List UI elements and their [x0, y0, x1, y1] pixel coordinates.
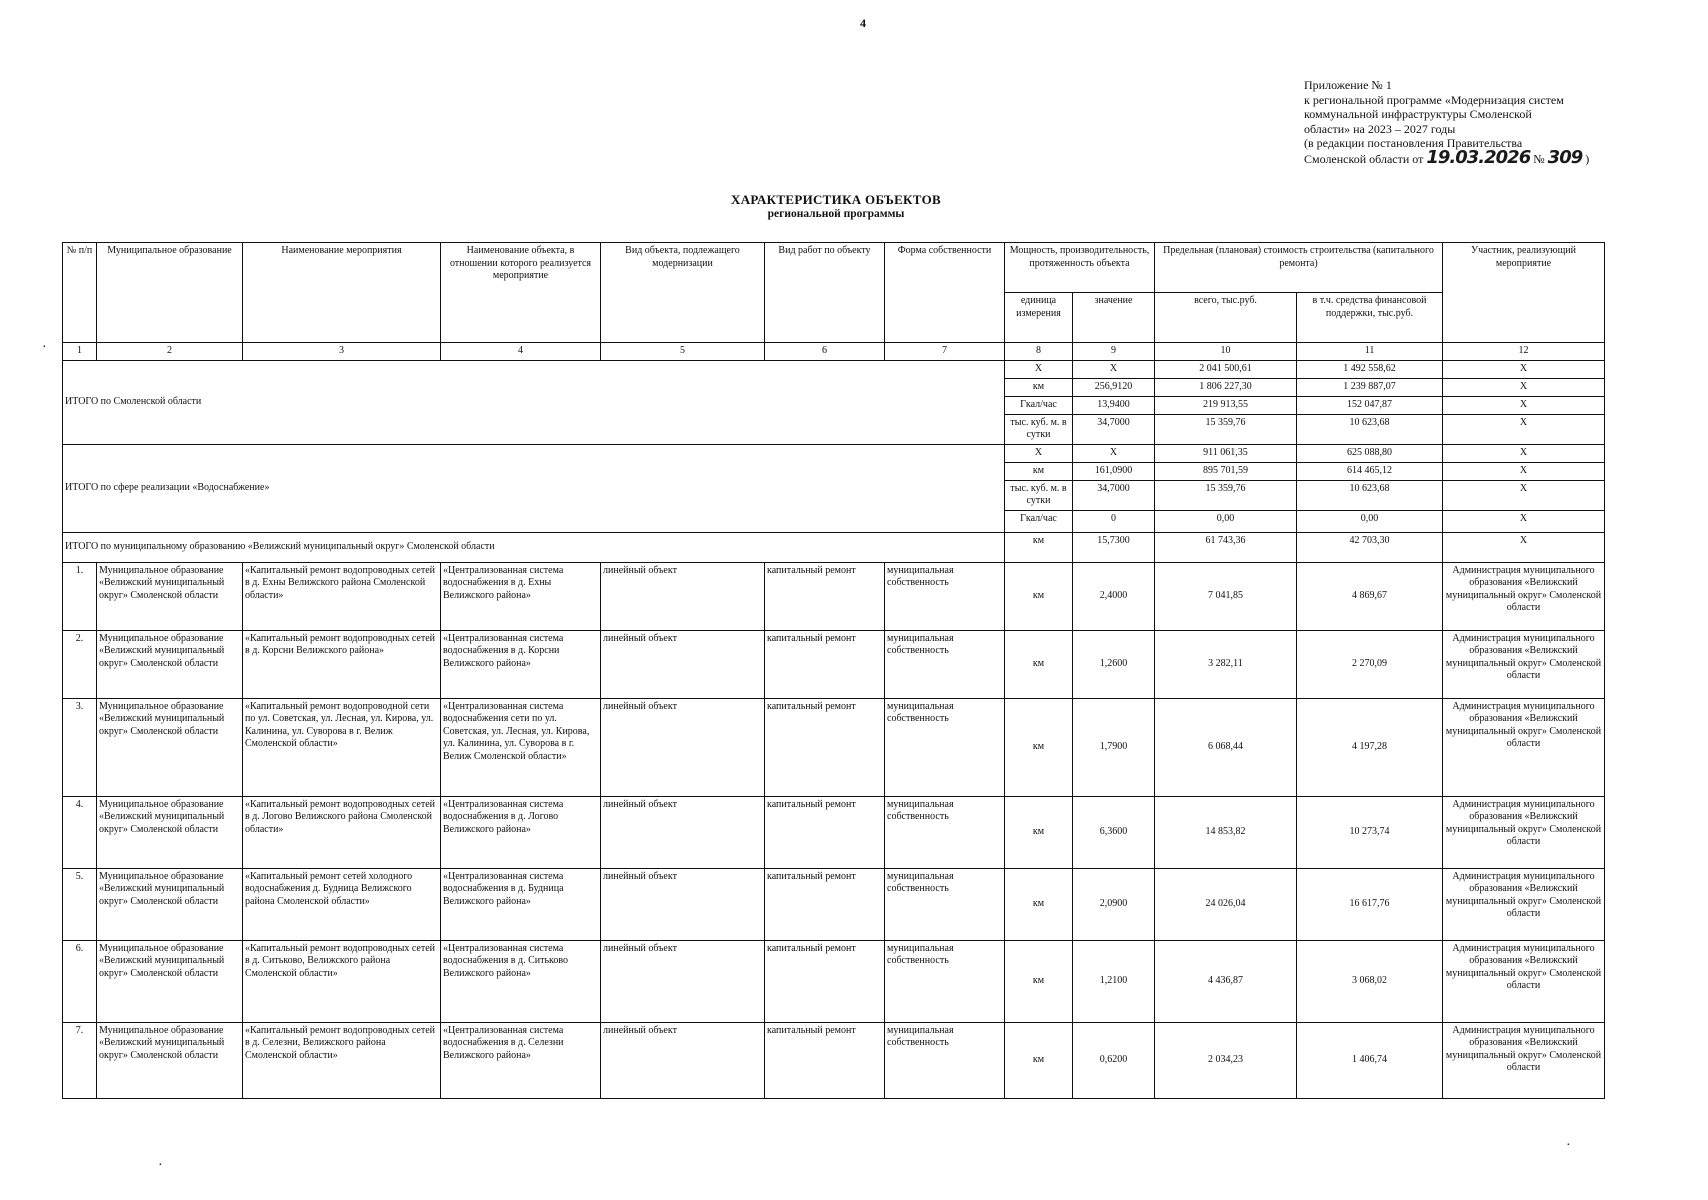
row-participant: Администрация муниципального образования «Велижский муниципальный округ» Смоленской области: [1443, 940, 1605, 1022]
appendix-line: области» на 2023 – 2027 годы: [1304, 121, 1456, 136]
row-participant: Администрация муниципального образования «Велижский муниципальный округ» Смоленской области: [1443, 630, 1605, 698]
header-support: в т.ч. средства финансовой поддержки, тыс.руб.: [1297, 293, 1443, 343]
row-measure: «Капитальный ремонт водопроводных сетей в д. Логово Велижского района Смоленской области»: [243, 796, 441, 868]
appendix-line: коммунальной инфраструктуры Смоленской: [1304, 107, 1532, 121]
row-object: «Централизованная система водоснабжения в д. Логово Велижского района»: [441, 796, 601, 868]
summary-unit: Гкал/час: [1005, 396, 1073, 414]
row-object-type: линейный объект: [601, 868, 765, 940]
appendix-prefix: Смоленской области от: [1304, 151, 1424, 166]
header-num: № п/п: [63, 243, 97, 343]
row-work-type: капитальный ремонт: [765, 630, 885, 698]
row-total: 7 041,85: [1155, 562, 1297, 630]
row-unit: км: [1005, 698, 1073, 796]
row-total: 3 282,11: [1155, 630, 1297, 698]
document-title: [640, 192, 1032, 220]
row-work-type: капитальный ремонт: [765, 562, 885, 630]
row-object: «Централизованная система водоснабжения в д. Ситьково Велижского района»: [441, 940, 601, 1022]
title-line-2: региональной программы: [767, 208, 905, 220]
handwritten-number: 309: [1547, 146, 1583, 168]
row-value: 1,7900: [1073, 698, 1155, 796]
row-total: 14 853,82: [1155, 796, 1297, 868]
row-measure: «Капитальный ремонт водопроводных сетей в д. Ситьково, Велижского района Смоленской области»: [243, 940, 441, 1022]
row-value: 1,2100: [1073, 940, 1155, 1022]
row-support: 4 197,28: [1297, 698, 1443, 796]
summary-value: 161,0900: [1073, 462, 1155, 480]
summary-unit: Х: [1005, 360, 1073, 378]
row-object: «Централизованная система водоснабжения в д. Корсни Велижского района»: [441, 630, 601, 698]
appendix-line: Приложение № 1: [1304, 78, 1392, 92]
summary-participant: Х: [1443, 396, 1605, 414]
row-participant: Администрация муниципального образования «Велижский муниципальный округ» Смоленской области: [1443, 1022, 1605, 1098]
row-object-type: линейный объект: [601, 796, 765, 868]
row-municipality: Муниципальное образование «Велижский муниципальный округ» Смоленской области: [97, 868, 243, 940]
summary-unit: тыс. куб. м. в сутки: [1005, 480, 1073, 510]
table-row: [63, 698, 1605, 796]
summary-total: 2 041 500,61: [1155, 360, 1297, 378]
row-num: 2.: [63, 630, 97, 698]
row-object: «Централизованная система водоснабжения сети по ул. Советская, ул. Лесная, ул. Кирова, ул. Калинина, ул. Суворова в г. Велиж Смоленской области»: [441, 698, 601, 796]
row-municipality: Муниципальное образование «Велижский муниципальный округ» Смоленской области: [97, 1022, 243, 1098]
table-row: [63, 868, 1605, 940]
summary-unit: км: [1005, 378, 1073, 396]
appendix-note: [1304, 78, 1604, 166]
row-object: «Централизованная система водоснабжения в д. Будница Велижского района»: [441, 868, 601, 940]
row-support: 3 068,02: [1297, 940, 1443, 1022]
column-number: 4: [441, 343, 601, 361]
header-work-type: Вид работ по объекту: [765, 243, 885, 343]
summary-support: 152 047,87: [1297, 396, 1443, 414]
header-cost: Предельная (плановая) стоимость строительства (капитального ремонта): [1155, 243, 1443, 293]
summary-total: 895 701,59: [1155, 462, 1297, 480]
summary-participant: Х: [1443, 510, 1605, 532]
row-value: 6,3600: [1073, 796, 1155, 868]
row-object: «Централизованная система водоснабжения в д. Селезни Велижского района»: [441, 1022, 601, 1098]
row-unit: км: [1005, 562, 1073, 630]
summary-participant: Х: [1443, 360, 1605, 378]
row-support: 16 617,76: [1297, 868, 1443, 940]
header-object-name: Наименование объекта, в отношении которого реализуется мероприятие: [441, 243, 601, 343]
row-unit: км: [1005, 1022, 1073, 1098]
column-number: 2: [97, 343, 243, 361]
row-measure: «Капитальный ремонт водопроводных сетей в д. Корсни Велижского района»: [243, 630, 441, 698]
summary-value: 34,7000: [1073, 414, 1155, 444]
header-value: значение: [1073, 293, 1155, 343]
row-participant: Администрация муниципального образования «Велижский муниципальный округ» Смоленской области: [1443, 562, 1605, 630]
row-ownership: муниципальная собственность: [885, 868, 1005, 940]
summary-value: 0: [1073, 510, 1155, 532]
table-row: [63, 940, 1605, 1022]
summary-value: Х: [1073, 360, 1155, 378]
objects-table: [62, 242, 1605, 1099]
row-work-type: капитальный ремонт: [765, 698, 885, 796]
summary-support: 614 465,12: [1297, 462, 1443, 480]
row-municipality: Муниципальное образование «Велижский муниципальный округ» Смоленской области: [97, 796, 243, 868]
column-number: 7: [885, 343, 1005, 361]
column-number: 6: [765, 343, 885, 361]
column-number: 3: [243, 343, 441, 361]
row-total: 24 026,04: [1155, 868, 1297, 940]
header-participant: Участник, реализующий мероприятие: [1443, 243, 1605, 343]
row-measure: «Капитальный ремонт сетей холодного водоснабжения д. Будница Велижского района Смоленской области»: [243, 868, 441, 940]
row-object-type: линейный объект: [601, 940, 765, 1022]
summary-value: 15,7300: [1073, 532, 1155, 562]
row-municipality: Муниципальное образование «Велижский муниципальный округ» Смоленской области: [97, 562, 243, 630]
summary-total: 15 359,76: [1155, 414, 1297, 444]
summary-participant: Х: [1443, 444, 1605, 462]
row-support: 10 273,74: [1297, 796, 1443, 868]
row-work-type: капитальный ремонт: [765, 1022, 885, 1098]
column-number: 8: [1005, 343, 1073, 361]
column-number: 10: [1155, 343, 1297, 361]
page-number: 4: [860, 16, 866, 30]
row-participant: Администрация муниципального образования «Велижский муниципальный округ» Смоленской области: [1443, 868, 1605, 940]
summary-support: 42 703,30: [1297, 532, 1443, 562]
summary-support: 625 088,80: [1297, 444, 1443, 462]
summary-support: 0,00: [1297, 510, 1443, 532]
row-support: 1 406,74: [1297, 1022, 1443, 1098]
summary-support: 1 239 887,07: [1297, 378, 1443, 396]
summary-support: 10 623,68: [1297, 414, 1443, 444]
row-value: 1,2600: [1073, 630, 1155, 698]
row-num: 3.: [63, 698, 97, 796]
summary-region-label: ИТОГО по Смоленской области: [63, 360, 1005, 444]
summary-total: 1 806 227,30: [1155, 378, 1297, 396]
row-ownership: муниципальная собственность: [885, 698, 1005, 796]
header-unit: единица измерения: [1005, 293, 1073, 343]
row-work-type: капитальный ремонт: [765, 868, 885, 940]
handwritten-date: 19.03.2026: [1426, 146, 1531, 168]
summary-total: 61 743,36: [1155, 532, 1297, 562]
summary-total: 0,00: [1155, 510, 1297, 532]
row-total: 2 034,23: [1155, 1022, 1297, 1098]
row-value: 2,0900: [1073, 868, 1155, 940]
row-num: 5.: [63, 868, 97, 940]
row-unit: км: [1005, 940, 1073, 1022]
summary-participant: Х: [1443, 462, 1605, 480]
row-object-type: линейный объект: [601, 562, 765, 630]
row-measure: «Капитальный ремонт водопроводных сетей в д. Ехны Велижского района Смоленской области»: [243, 562, 441, 630]
summary-total: 219 913,55: [1155, 396, 1297, 414]
header-measure-name: Наименование мероприятия: [243, 243, 441, 343]
row-unit: км: [1005, 868, 1073, 940]
summary-unit: км: [1005, 462, 1073, 480]
header-municipality: Муниципальное образование: [97, 243, 243, 343]
summary-participant: Х: [1443, 480, 1605, 510]
row-support: 2 270,09: [1297, 630, 1443, 698]
row-object-type: линейный объект: [601, 698, 765, 796]
summary-municipality-label: ИТОГО по муниципальному образованию «Велижский муниципальный округ» Смоленской области: [63, 532, 1005, 562]
title-line-1: ХАРАКТЕРИСТИКА ОБЪЕКТОВ: [731, 192, 941, 207]
row-num: 7.: [63, 1022, 97, 1098]
row-ownership: муниципальная собственность: [885, 562, 1005, 630]
scan-speck: ·: [1566, 1138, 1571, 1153]
row-total: 6 068,44: [1155, 698, 1297, 796]
row-measure: «Капитальный ремонт водопроводных сетей в д. Селезни, Велижского района Смоленской области»: [243, 1022, 441, 1098]
row-municipality: Муниципальное образование «Велижский муниципальный округ» Смоленской области: [97, 698, 243, 796]
table-row: [63, 562, 1605, 630]
column-number: 12: [1443, 343, 1605, 361]
row-participant: Администрация муниципального образования «Велижский муниципальный округ» Смоленской области: [1443, 796, 1605, 868]
table-row: [63, 796, 1605, 868]
row-work-type: капитальный ремонт: [765, 940, 885, 1022]
column-number: 9: [1073, 343, 1155, 361]
row-num: 4.: [63, 796, 97, 868]
row-municipality: Муниципальное образование «Велижский муниципальный округ» Смоленской области: [97, 630, 243, 698]
row-ownership: муниципальная собственность: [885, 1022, 1005, 1098]
summary-value: Х: [1073, 444, 1155, 462]
column-numbers-row: [63, 343, 1605, 361]
header-total: всего, тыс.руб.: [1155, 293, 1297, 343]
row-participant: Администрация муниципального образования «Велижский муниципальный округ» Смоленской области: [1443, 698, 1605, 796]
summary-unit: Х: [1005, 444, 1073, 462]
summary-unit: км: [1005, 532, 1073, 562]
scan-speck: ·: [158, 1158, 163, 1173]
summary-support: 1 492 558,62: [1297, 360, 1443, 378]
closing-paren: ): [1585, 151, 1590, 166]
row-work-type: капитальный ремонт: [765, 796, 885, 868]
row-value: 0,6200: [1073, 1022, 1155, 1098]
header-capacity: Мощность, производительность, протяженность объекта: [1005, 243, 1155, 293]
row-ownership: муниципальная собственность: [885, 796, 1005, 868]
row-num: 1.: [63, 562, 97, 630]
summary-support: 10 623,68: [1297, 480, 1443, 510]
summary-participant: Х: [1443, 414, 1605, 444]
appendix-line: к региональной программе «Модернизация систем: [1304, 92, 1564, 107]
summary-value: 13,9400: [1073, 396, 1155, 414]
row-total: 4 436,87: [1155, 940, 1297, 1022]
row-num: 6.: [63, 940, 97, 1022]
row-object-type: линейный объект: [601, 630, 765, 698]
row-unit: км: [1005, 796, 1073, 868]
summary-unit: тыс. куб. м. в сутки: [1005, 414, 1073, 444]
summary-total: 911 061,35: [1155, 444, 1297, 462]
header-object-type: Вид объекта, подлежащего модернизации: [601, 243, 765, 343]
row-municipality: Муниципальное образование «Велижский муниципальный округ» Смоленской области: [97, 940, 243, 1022]
row-ownership: муниципальная собственность: [885, 630, 1005, 698]
summary-participant: Х: [1443, 532, 1605, 562]
summary-value: 34,7000: [1073, 480, 1155, 510]
column-number: 11: [1297, 343, 1443, 361]
column-number: 5: [601, 343, 765, 361]
summary-water-label: ИТОГО по сфере реализации «Водоснабжение»: [63, 444, 1005, 532]
row-value: 2,4000: [1073, 562, 1155, 630]
summary-participant: Х: [1443, 378, 1605, 396]
row-ownership: муниципальная собственность: [885, 940, 1005, 1022]
header-ownership: Форма собственности: [885, 243, 1005, 343]
row-object-type: линейный объект: [601, 1022, 765, 1098]
table-row: [63, 630, 1605, 698]
row-object: «Централизованная система водоснабжения в д. Ехны Велижского района»: [441, 562, 601, 630]
column-number: 1: [63, 343, 97, 361]
summary-value: 256,9120: [1073, 378, 1155, 396]
number-sign: №: [1533, 151, 1545, 166]
appendix-line: (в редакции постановления Правительства: [1304, 136, 1523, 150]
summary-unit: Гкал/час: [1005, 510, 1073, 532]
row-measure: «Капитальный ремонт водопроводной сети по ул. Советская, ул. Лесная, ул. Кирова, ул. Калинина, ул. Суворова в г. Велиж Смоленской области»: [243, 698, 441, 796]
row-support: 4 869,67: [1297, 562, 1443, 630]
appendix-last-line: [1304, 146, 1604, 168]
row-unit: км: [1005, 630, 1073, 698]
scan-speck: ·: [42, 340, 47, 355]
summary-total: 15 359,76: [1155, 480, 1297, 510]
table-row: [63, 1022, 1605, 1098]
